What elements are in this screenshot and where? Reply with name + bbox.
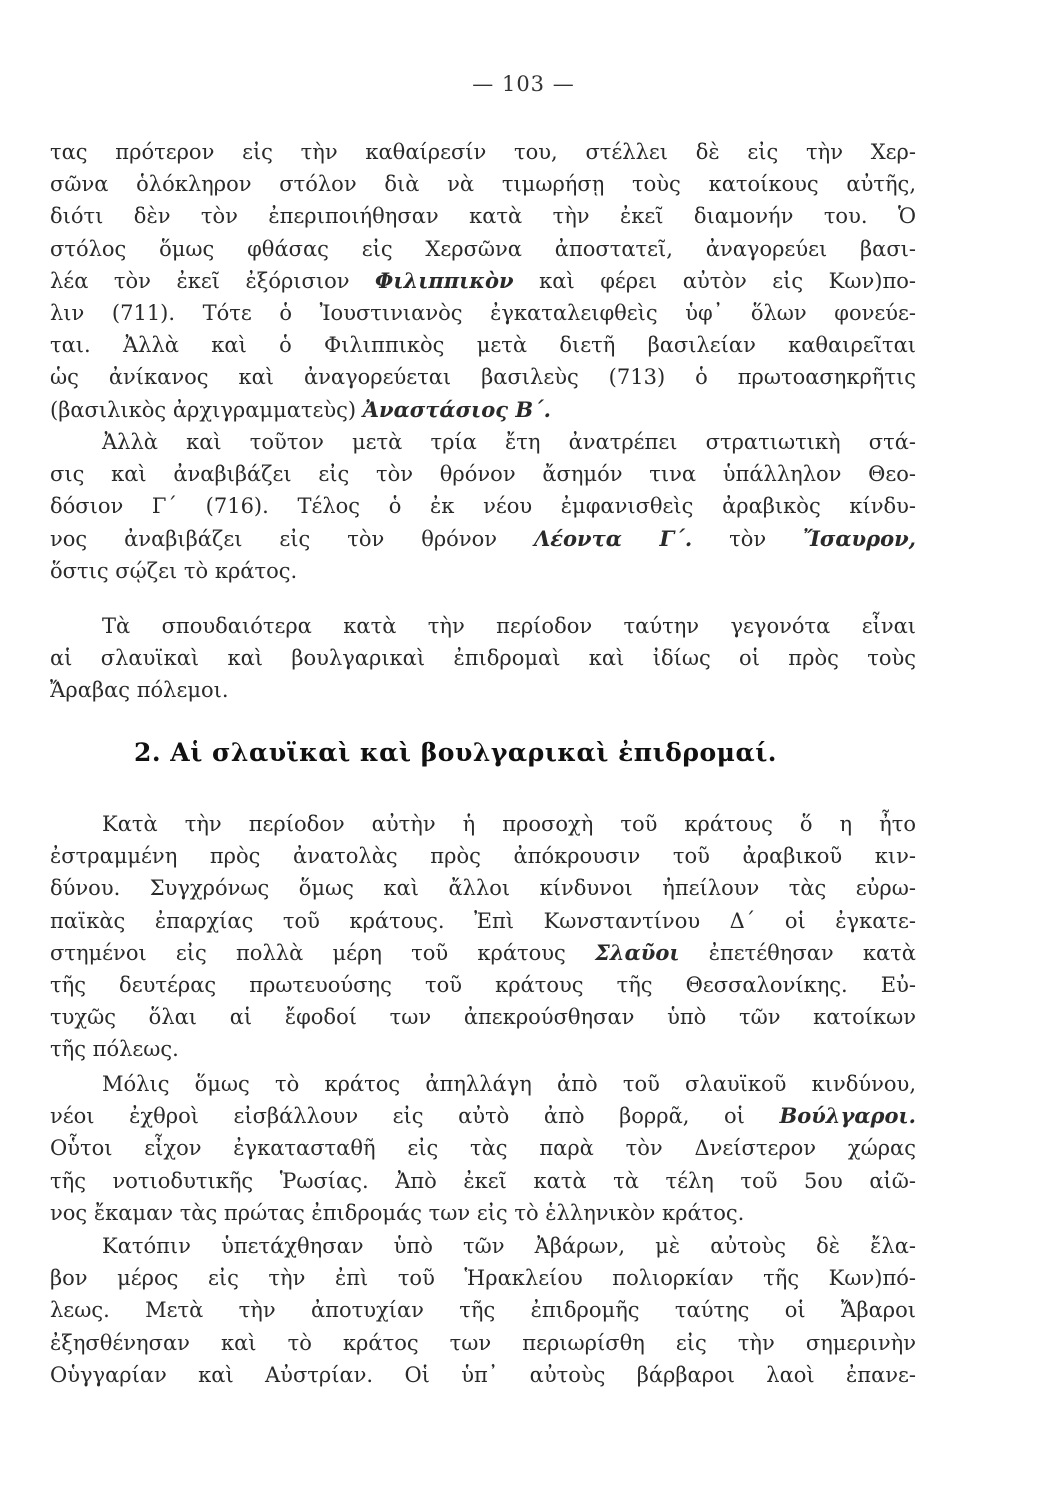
text-run: ἐπετέθησαν κατὰ bbox=[679, 940, 916, 965]
text-line: σις καὶ ἀναβιβάζει εἰς τὸν θρόνον ἄσημόν τινα ὑπάλληλον Θεο- bbox=[50, 462, 916, 487]
emphasized-name-philippikos: Φιλιππικὸν bbox=[375, 267, 514, 293]
text-line: λιν (711). Τότε ὁ Ἰουστινιανὸς ἐγκαταλειφθεὶς ὑφ᾽ ὅλων φονεύε- bbox=[50, 301, 916, 326]
paragraph-2 bbox=[50, 426, 916, 587]
text-run: τὸν bbox=[692, 526, 804, 551]
text-line: αἱ σλαυϊκαὶ καὶ βουλγαρικαὶ ἐπιδρομαὶ καὶ ἰδίως οἱ πρὸς τοὺς bbox=[50, 646, 916, 671]
text-line: διότι δὲν τὸν ἐπεριποιήθησαν κατὰ τὴν ἐκεῖ διαμονήν του. Ὁ bbox=[50, 204, 916, 229]
text-run: καὶ φέρει αὐτὸν εἰς Κων)πο- bbox=[513, 268, 916, 293]
text-line: παϊκὰς ἐπαρχίας τοῦ κράτους. Ἐπὶ Κωνσταντίνου Δ΄ οἱ ἐγκατε- bbox=[50, 908, 916, 933]
emphasized-name-bulgarians: Βούλγαροι. bbox=[779, 1103, 916, 1129]
text-run: (βασιλικὸς ἀρχιγραμματεὺς) bbox=[50, 397, 363, 422]
text-line: τῆς πόλεως. bbox=[50, 1037, 179, 1062]
text-line: Οὑγγαρίαν καὶ Αὐστρίαν. Οἱ ὑπ᾽ αὐτοὺς βάρβαροι λαοὶ ἐπανε- bbox=[50, 1362, 916, 1387]
text-line bbox=[50, 265, 916, 297]
text-line: τῆς δευτέρας πρωτευούσης τοῦ κράτους τῆς Θεσσαλονίκης. Εὐ- bbox=[50, 973, 916, 998]
text-line: Κατὰ τὴν περίοδον αὐτὴν ἡ προσοχὴ τοῦ κράτους ὅ η ἦτο bbox=[102, 812, 916, 836]
text-line: στόλος ὅμως φθάσας εἰς Χερσῶνα ἀποστατεῖ, ἀναγορεύει βασι- bbox=[50, 236, 916, 261]
emphasized-name-anastasios: Ἀναστάσιος Β΄. bbox=[362, 396, 551, 422]
text-line: Τὰ σπουδαιότερα κατὰ τὴν περίοδον ταύτην γεγονότα εἶναι bbox=[102, 614, 916, 638]
text-run: στημένοι εἰς πολλὰ μέρη τοῦ κράτους bbox=[50, 940, 596, 965]
text-line: ἐστραμμένη πρὸς ἀνατολὰς πρὸς ἀπόκρουσιν τοῦ ἀραβικοῦ κιν- bbox=[50, 844, 916, 869]
text-line bbox=[50, 1100, 916, 1132]
paragraph-4 bbox=[50, 808, 916, 1066]
paragraph-3 bbox=[50, 610, 916, 707]
text-line: τας πρότερον εἰς τὴν καθαίρεσίν του, στέλλει δὲ εἰς τὴν Χερ- bbox=[50, 140, 916, 164]
text-line: ται. Ἀλλὰ καὶ ὁ Φιλιππικὸς μετὰ διετῆ βασιλείαν καθαιρεῖται bbox=[50, 333, 916, 358]
text-line: Κατόπιν ὑπετάχθησαν ὑπὸ τῶν Ἀβάρων, μὲ αὐτοὺς δὲ ἔλα- bbox=[102, 1234, 916, 1258]
text-run: λέα τὸν ἐκεῖ ἐξόρισιον bbox=[50, 268, 376, 293]
text-line: ἐξησθένησαν καὶ τὸ κράτος των περιωρίσθη εἰς τὴν σημερινὴν bbox=[50, 1330, 916, 1355]
emphasized-name-slavs: Σλαῦοι bbox=[595, 939, 680, 965]
text-line: Οὗτοι εἶχον ἐγκατασταθῆ εἰς τὰς παρὰ τὸν Δνείστερον χώρας bbox=[50, 1136, 916, 1161]
text-line: ὅστις σῴζει τὸ κράτος. bbox=[50, 558, 298, 583]
text-line bbox=[50, 523, 916, 555]
text-run: νέοι ἐχθροὶ εἰσβάλλουν εἰς αὐτὸ ἀπὸ βορρᾶ, οἱ bbox=[50, 1104, 780, 1129]
emphasized-name-leon: Λέοντα Γ΄. bbox=[533, 525, 693, 551]
text-line: Ἄραβας πόλεμοι. bbox=[50, 678, 229, 703]
paragraph-1 bbox=[50, 136, 916, 426]
text-line: νος ἔκαμαν τὰς πρώτας ἐπιδρομάς των εἰς τὸ ἑλληνικὸν κράτος. bbox=[50, 1200, 745, 1225]
text-line: βον μέρος εἰς τὴν ἐπὶ τοῦ Ἡρακλείου πολιορκίαν τῆς Κων)πό- bbox=[50, 1266, 916, 1291]
paragraph-6 bbox=[50, 1230, 916, 1391]
section-heading: 2. Αἱ σλαυϊκαὶ καὶ βουλγαρικαὶ ἐπιδρομαί. bbox=[134, 738, 777, 767]
text-line: δύνου. Συγχρόνως ὅμως καὶ ἄλλοι κίνδυνοι ἠπείλουν τὰς εὐρω- bbox=[50, 876, 916, 901]
text-run: νος ἀναβιβάζει εἰς τὸν θρόνον bbox=[50, 526, 534, 551]
text-line: δόσιον Γ΄ (716). Τέλος ὁ ἐκ νέου ἐμφανισθεὶς ἀραβικὸς κίνδυ- bbox=[50, 494, 916, 519]
text-line: τῆς νοτιοδυτικῆς Ῥωσίας. Ἀπὸ ἐκεῖ κατὰ τὰ τέλη τοῦ 5ου αἰῶ- bbox=[50, 1168, 916, 1193]
text-line: λεως. Μετὰ τὴν ἀποτυχίαν τῆς ἐπιδρομῆς ταύτης οἱ Ἄβαροι bbox=[50, 1298, 916, 1323]
emphasized-name-isauros: Ἴσαυρον, bbox=[803, 525, 916, 551]
text-line: τυχῶς ὅλαι αἱ ἔφοδοί των ἀπεκρούσθησαν ὑπὸ τῶν κατοίκων bbox=[50, 1005, 916, 1030]
text-line bbox=[50, 937, 916, 969]
page-number: — 103 — bbox=[472, 72, 575, 96]
text-line: Ἀλλὰ καὶ τοῦτον μετὰ τρία ἔτη ἀνατρέπει στρατιωτικὴ στά- bbox=[102, 430, 916, 454]
text-line: ὡς ἀνίκανος καὶ ἀναγορεύεται βασιλεὺς (713) ὁ πρωτοασηκρῆτις bbox=[50, 365, 916, 390]
text-line: Μόλις ὅμως τὸ κράτος ἀπηλλάγη ἀπὸ τοῦ σλαυϊκοῦ κινδύνου, bbox=[102, 1072, 916, 1096]
text-line: σῶνα ὁλόκληρον στόλον διὰ νὰ τιμωρήσῃ τοὺς κατοίκους αὐτῆς, bbox=[50, 172, 916, 197]
paragraph-5 bbox=[50, 1068, 916, 1229]
text-line bbox=[50, 394, 916, 426]
